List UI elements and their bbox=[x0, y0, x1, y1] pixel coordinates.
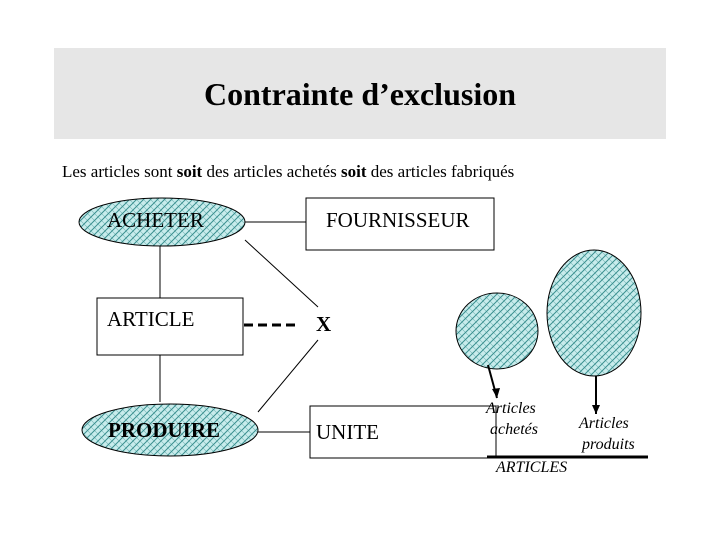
acheter-label: ACHETER bbox=[107, 208, 204, 232]
slide-title: Contrainte d’exclusion bbox=[204, 76, 516, 112]
link-exclusion-produire bbox=[258, 340, 318, 412]
unite-label: UNITE bbox=[316, 420, 379, 444]
articles-set-label: ARTICLES bbox=[496, 459, 568, 476]
produire-label: PRODUIRE bbox=[108, 418, 221, 442]
subtitle-soit-2: soit bbox=[340, 162, 367, 181]
set-articles-produits bbox=[547, 250, 641, 376]
subtitle-part1: Les articles sont bbox=[62, 162, 177, 181]
articles-produits-line2: produits bbox=[582, 436, 635, 453]
article-label: ARTICLE bbox=[107, 307, 195, 331]
subtitle-part2: des articles achetés bbox=[202, 162, 341, 181]
set-articles-achetes bbox=[456, 293, 538, 369]
articles-produits-line1: Articles bbox=[579, 415, 629, 432]
exclusion-marker: X bbox=[316, 312, 332, 336]
subtitle-soit-1: soit bbox=[176, 162, 203, 181]
subtitle-part3: des articles fabriqués bbox=[366, 162, 515, 181]
articles-achetes-line2: achetés bbox=[490, 421, 538, 438]
articles-achetes-line1: Articles bbox=[486, 400, 536, 417]
fournisseur-label: FOURNISSEUR bbox=[326, 208, 470, 232]
